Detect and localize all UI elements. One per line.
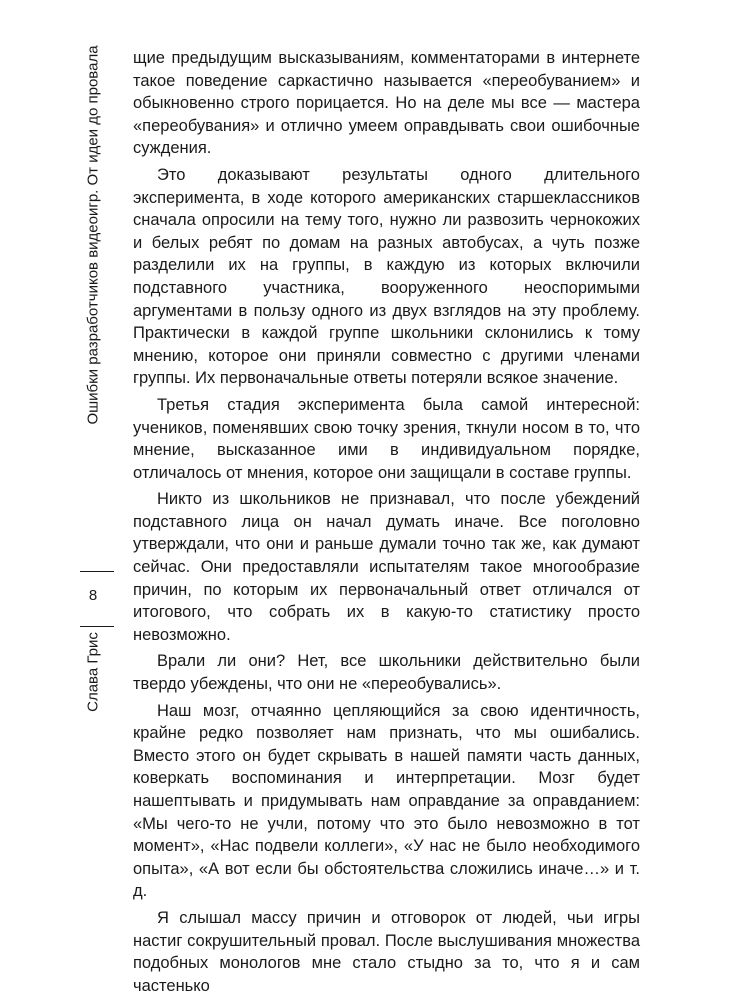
paragraph-5: Врали ли они? Нет, все школьники действительно были твердо убеждены, что они не «переобувались».	[133, 652, 640, 694]
page-number: 8	[88, 587, 98, 604]
paragraph-3: Третья стадия эксперимента была самой интересной: учеников, поменявших свою точку зрения, ткнули носом в то, что мнение, высказанное ими в индивидуальном порядке, отличалось от мнения, которое они защищали в составе группы.	[133, 395, 640, 482]
body-text	[133, 47, 640, 997]
paragraph-6: Наш мозг, отчаянно цепляющийся за свою идентичность, крайне редко позволяет нам признать, что мы ошибались. Вместо этого он будет скрывать в нашей памяти часть данных, коверкать воспоминания и интерпретации. Мозг будет нашептывать и придумывать нам оправдание за оправданием: «Мы чего-то не учли, потому что это было невозможно в тот момент», «Нас подвели коллеги», «У нас не было необходимого опыта», «А вот если бы обстоятельства сложились иначе…» и т. д.	[133, 701, 640, 901]
running-title-text: Ошибки разработчиков видеоигр. От идеи до провала	[84, 45, 102, 425]
paragraph-4: Никто из школьников не признавал, что после убеждений подставного лица он начал думать иначе. Все поголовно утверждали, что они и раньше думали точно так же, как думают сейчас. Они предоставляли испытателям такое многообразие причин, по которым их первоначальный ответ отличался от итогового, что собрать их в какую-то статистику просто невозможно.	[133, 490, 640, 644]
paragraph-1: щие предыдущим высказываниям, комментаторами в интернете такое поведение саркастично называется «переобуванием» и обыкновенно строго порицается. Но на деле мы все — мастера «переобувания» и отлично умеем оправдывать свои ошибочные суждения.	[133, 49, 640, 158]
margin-divider-bottom	[80, 626, 114, 627]
running-author-text: Слава Грис	[84, 632, 102, 712]
margin-divider-top	[80, 571, 114, 572]
paragraph-7: Я слышал массу причин и отговорок от людей, чьи игры настиг сокрушительный провал. После выслушивания множества подобных монологов мне стало стыдно за то, что я и сам частенько	[133, 908, 640, 995]
paragraph-2: Это доказывают результаты одного длительного эксперимента, в ходе которого американских старшеклассников сначала опросили на тему того, нужно ли развозить чернокожих и белых ребят по домам на разных автобусах, а чуть позже разделили их на группы, в каждую из которых включили подставного участника, вооруженного неоспоримыми аргументами в пользу одного из двух взглядов на эту проблему. Практически в каждой группе школьники склонились к тому мнению, которое они приняли совместно с другими членами группы. Их первоначальные ответы потеряли всякое значение.	[133, 165, 640, 388]
margin-column	[68, 45, 118, 740]
